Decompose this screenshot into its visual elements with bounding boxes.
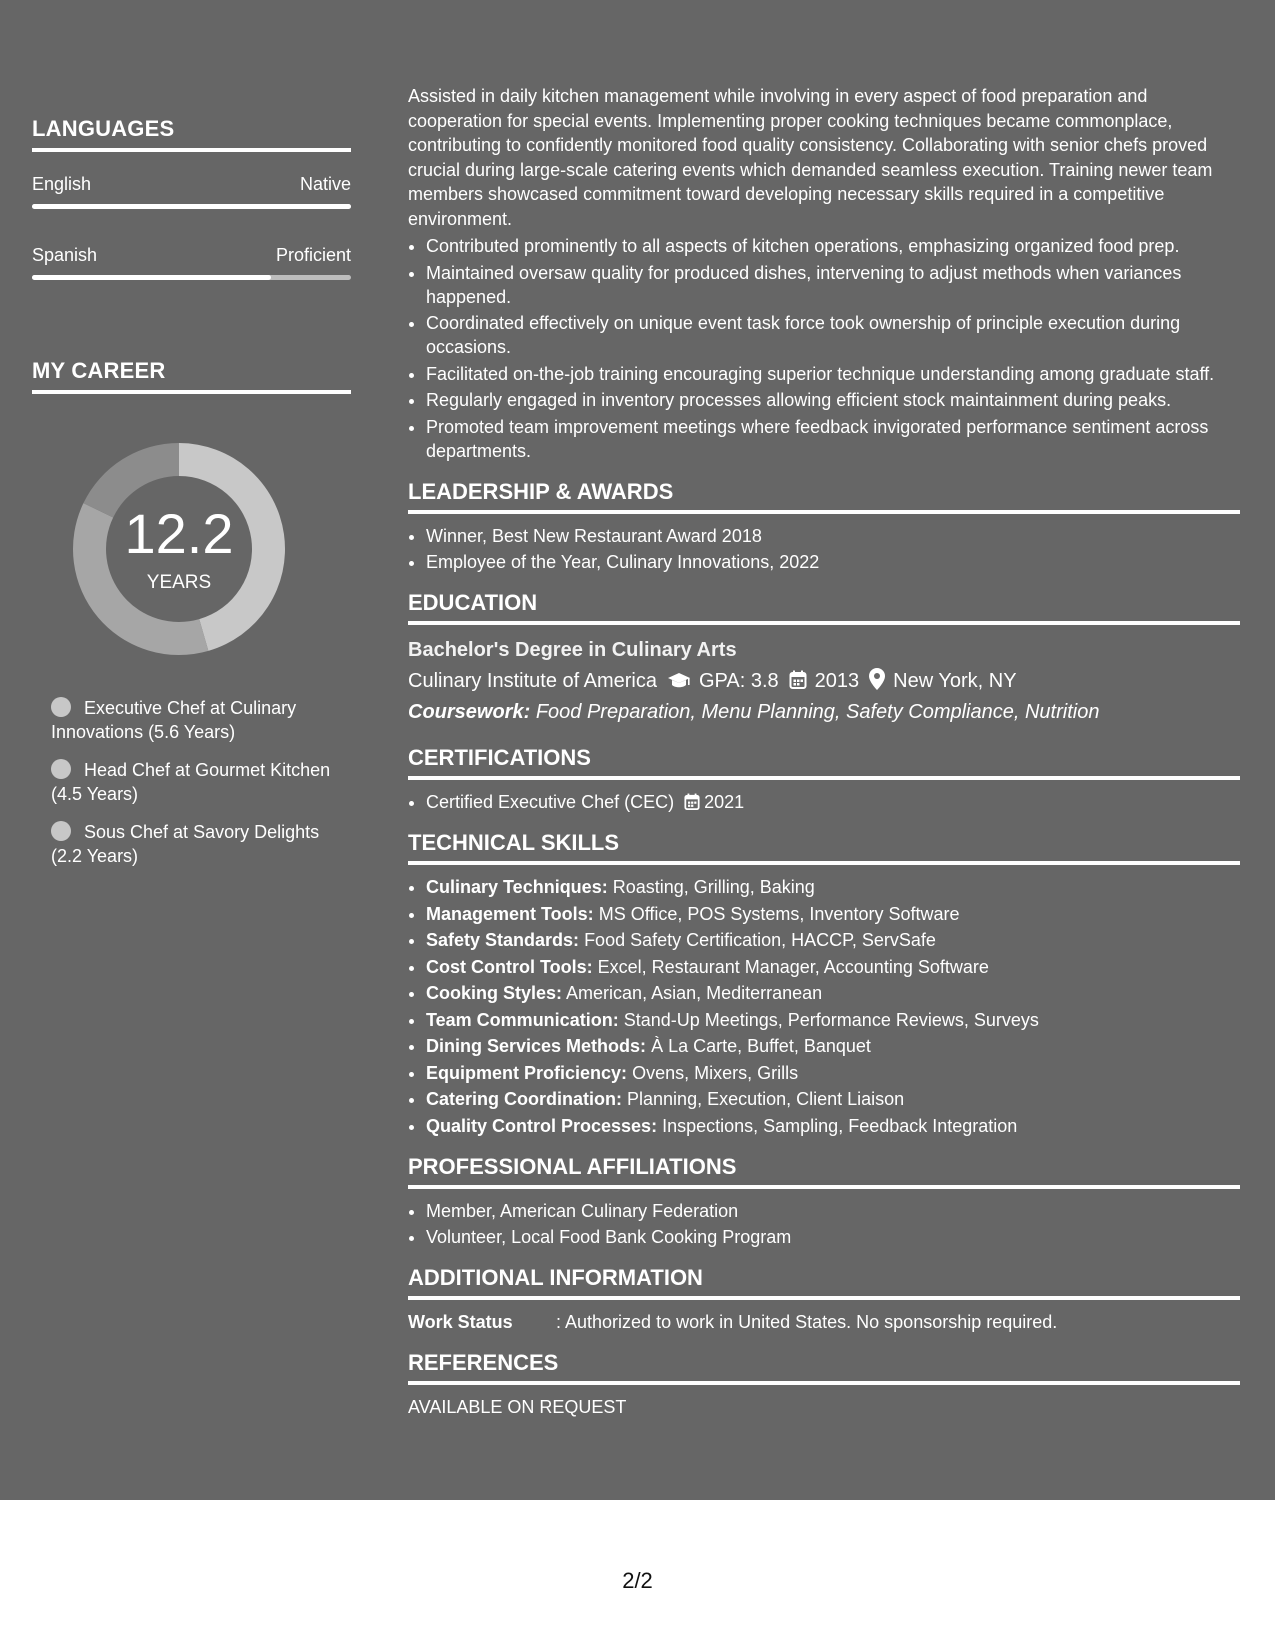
skill-value: Food Safety Certification, HACCP, ServSafe [584,930,936,950]
list-item [426,928,1240,952]
legend-dot-icon [51,821,71,841]
language-bar-fill [32,204,351,209]
language-spanish [32,245,351,280]
coursework-label: Coursework: [408,701,531,723]
skill-label: Cooking Styles: [426,983,563,1003]
skill-value: Stand-Up Meetings, Performance Reviews, Surveys [623,1009,1039,1030]
list-item [426,790,1240,814]
list-item: • Employee of the Year, Culinary Innovations, 2022 [426,550,1240,574]
list-item: • Volunteer, Local Food Bank Cooking Program [426,1225,1240,1249]
languages-section [32,116,351,280]
language-name: Spanish [32,245,98,265]
list-item [426,1008,1240,1032]
skills-list [408,875,1240,1138]
skill-label: Cost Control Tools: [426,956,593,977]
skill-value: À La Carte, Buffet, Banquet [651,1036,871,1056]
skill-label: Team Communication: [426,1009,619,1030]
skill-label: Catering Coordination: [426,1089,622,1109]
references-text: AVAILABLE ON REQUEST [408,1397,627,1417]
awards-heading: LEADERSHIP & AWARDS [408,479,1240,514]
skill-value: Inspections, Sampling, Feedback Integration [662,1115,1018,1136]
list-item: • Winner, Best New Restaurant Award 2018 [426,524,1240,548]
legend-item [51,758,351,806]
list-item: • Regularly engaged in inventory processes allowing efficient stock maintainment during peaks. [426,388,1240,412]
location-pin-icon [869,668,885,690]
skill-label: Safety Standards: [426,930,580,950]
list-item [426,1034,1240,1058]
legend-label: Executive Chef at Culinary Innovations (5.6 Years) [51,698,297,742]
affiliations-list [408,1199,1240,1250]
education-gpa: GPA: 3.8 [699,670,779,692]
education-coursework [408,697,1240,727]
coursework-value: Food Preparation, Menu Planning, Safety Compliance, Nutrition [535,701,1100,723]
skill-label: Dining Services Methods: [426,1036,647,1056]
graduation-cap-icon [667,672,691,690]
legend-label: Sous Chef at Savory Delights (2.2 Years) [51,822,320,866]
language-bar [32,275,351,280]
skill-value: Ovens, Mixers, Grills [632,1062,799,1083]
career-donut-chart [66,436,292,662]
legend-item [51,696,351,744]
certifications-heading: CERTIFICATIONS [408,745,1240,780]
list-item: • Promoted team improvement meetings where feedback invigorated performance sentiment across departments. [426,415,1240,463]
certifications-list [408,790,1240,814]
list-item [426,902,1240,926]
language-level: Proficient [275,245,351,265]
list-item: • Contributed prominently to all aspects of kitchen operations, emphasizing organized food prep. [426,234,1240,258]
list-item: • Facilitated on-the-job training encouraging superior technique understanding among graduate staff. [426,362,1240,386]
education-school: Culinary Institute of America [408,670,657,692]
skill-value: Roasting, Grilling, Baking [612,877,815,897]
work-status-row [408,1310,1240,1334]
language-bar-fill [32,275,271,280]
certification-name: Certified Executive Chef (CEC) [426,792,675,812]
certification-year: 2021 [704,792,745,812]
language-bar [32,204,351,209]
language-english [32,174,351,209]
skill-value: MS Office, POS Systems, Inventory Software [598,903,960,924]
education-location: New York, NY [893,670,1017,692]
work-status-label: Work Status [408,1312,513,1332]
legend-dot-icon [51,759,71,779]
legend-dot-icon [51,697,71,717]
list-item [426,875,1240,899]
list-item [426,1114,1240,1138]
language-level: Native [299,174,351,194]
skill-value: American, Asian, Mediterranean [566,983,823,1003]
calendar-icon [684,793,700,811]
references-heading: REFERENCES [408,1350,1240,1385]
calendar-icon [789,670,807,690]
education-year: 2013 [814,670,860,692]
skill-value: Excel, Restaurant Manager, Accounting Software [597,956,989,977]
list-item [426,1061,1240,1085]
experience-bullets [408,234,1240,463]
work-status-value: : Authorized to work in United States. No sponsorship required. [556,1312,1058,1332]
awards-list [408,524,1240,575]
skills-heading: TECHNICAL SKILLS [408,830,1240,865]
list-item [426,955,1240,979]
legend-label: Head Chef at Gourmet Kitchen (4.5 Years) [51,760,331,804]
main-column [408,84,1240,1419]
education-details [408,665,1240,697]
career-legend [51,696,351,882]
education-heading: EDUCATION [408,590,1240,625]
skill-label: Management Tools: [426,903,594,924]
skill-label: Equipment Proficiency: [426,1062,628,1083]
additional-info-heading: ADDITIONAL INFORMATION [408,1265,1240,1300]
list-item [426,981,1240,1005]
legend-item [51,820,351,868]
experience-summary: Assisted in daily kitchen management while involving in every aspect of food preparation and cooperation for special events. Implementing proper cooking techniques became commonplace, contributing to confidently monitored food quality consistency. Collaborating with senior chefs proved crucial during large-scale catering events which demanded seamless execution. Training newer team members showcased commitment toward developing necessary skills required in a competitive environment. [408,86,1213,229]
career-total-years: 12.2 [124,502,234,565]
education-degree: Bachelor's Degree in Culinary Arts [408,639,737,661]
list-item: • Maintained oversaw quality for produced dishes, intervening to adjust methods when variances happened. [426,261,1240,309]
skill-label: Quality Control Processes: [426,1115,658,1136]
career-section [32,358,351,394]
language-name: English [32,174,92,194]
affiliations-heading: PROFESSIONAL AFFILIATIONS [408,1154,1240,1189]
list-item: • Coordinated effectively on unique event task force took ownership of principle execution during occasions. [426,311,1240,359]
career-years-label: YEARS [146,572,212,593]
career-heading: MY CAREER [32,358,351,394]
list-item [426,1087,1240,1111]
list-item: • Member, American Culinary Federation [426,1199,1240,1223]
page-number: 2/2 [622,1568,653,1593]
languages-heading: LANGUAGES [32,116,351,152]
skill-value: Planning, Execution, Client Liaison [627,1089,905,1109]
skill-label: Culinary Techniques: [426,877,608,897]
